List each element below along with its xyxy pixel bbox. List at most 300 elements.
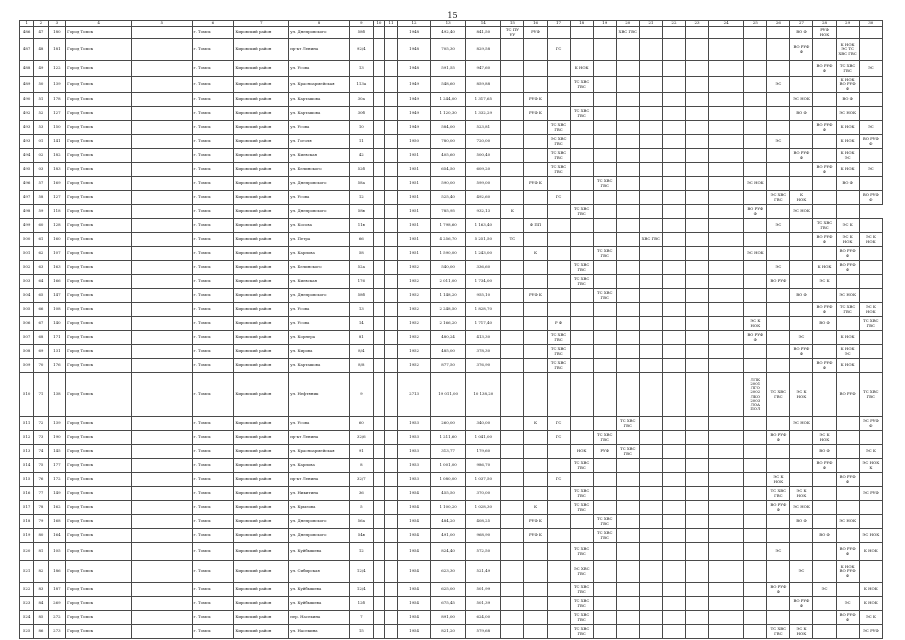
cell-col-27: ЭС НОК	[790, 501, 813, 515]
cell-col-21	[639, 163, 662, 177]
cell-locality: г. Томск	[192, 289, 234, 303]
cell-living-area: 370,00	[466, 487, 501, 501]
cell-col-23	[686, 27, 709, 39]
cell-col-19	[593, 345, 616, 359]
cell-col-24	[709, 445, 744, 459]
cell-sub-number: 78	[34, 501, 48, 515]
cell-municipality: Город Томск	[66, 529, 132, 543]
cell-total-area: 480,24	[431, 331, 466, 345]
cell-municipality: Город Томск	[66, 345, 132, 359]
cell-build-year: 1948	[398, 61, 431, 77]
cell-col-11	[384, 625, 397, 639]
cell-col-19	[593, 107, 616, 121]
cell-col-11	[384, 205, 397, 219]
cell-row-number: 495	[20, 163, 34, 177]
cell-col-19	[593, 135, 616, 149]
cell-col-26	[767, 597, 790, 611]
cell-col-21	[639, 501, 662, 515]
cell-col-21	[639, 61, 662, 77]
cell-municipality-note	[132, 501, 192, 515]
cell-col-29	[836, 205, 859, 219]
cell-municipality: Город Томск	[66, 487, 132, 501]
cell-street: ул. Куйбышева	[289, 543, 349, 561]
cell-district: Кировский район	[234, 597, 289, 611]
cell-object-code: 160	[48, 233, 66, 247]
cell-street: ул. Киевская	[289, 275, 349, 289]
cell-col-15	[501, 77, 524, 93]
cell-row-number: 525	[20, 625, 34, 639]
cell-col-28	[813, 345, 836, 359]
cell-col-17: ТС ХВС ГВС	[547, 345, 570, 359]
cell-row-number: 521	[20, 561, 34, 583]
cell-col-16	[524, 373, 547, 417]
cell-col-11	[384, 473, 397, 487]
cell-district: Кировский район	[234, 275, 289, 289]
cell-col-27	[790, 583, 813, 597]
cell-col-24	[709, 39, 744, 61]
cell-col-11	[384, 135, 397, 149]
cell-col-15	[501, 39, 524, 61]
cell-col-10	[373, 359, 384, 373]
cell-object-code: 128	[48, 219, 66, 233]
cell-locality: г. Томск	[192, 93, 234, 107]
table-row	[20, 261, 883, 275]
cell-col-30	[859, 93, 882, 107]
cell-col-26	[767, 121, 790, 135]
cell-object-code: 273	[48, 625, 66, 639]
cell-house-number: 12	[349, 543, 373, 561]
cell-col-24	[709, 317, 744, 331]
cell-col-23	[686, 191, 709, 205]
cell-col-26	[767, 61, 790, 77]
cell-house-number: 30а	[349, 93, 373, 107]
cell-col-28	[813, 487, 836, 501]
cell-col-19: РУФ	[593, 445, 616, 459]
cell-total-area: 491,00	[431, 529, 466, 543]
cell-municipality-note	[132, 445, 192, 459]
cell-col-15	[501, 61, 524, 77]
cell-row-number: 517	[20, 501, 34, 515]
cell-col-20	[616, 77, 639, 93]
cell-col-24	[709, 191, 744, 205]
cell-col-20	[616, 515, 639, 529]
column-number: 17	[547, 21, 570, 27]
cell-col-29: ВО РУФ Ф	[836, 611, 859, 625]
cell-municipality: Город Томск	[66, 515, 132, 529]
cell-district: Кировский район	[234, 473, 289, 487]
cell-living-area: 599,00	[466, 177, 501, 191]
column-number: 27	[790, 21, 813, 27]
cell-col-18	[570, 177, 593, 191]
cell-col-21	[639, 289, 662, 303]
table-row	[20, 515, 883, 529]
cell-col-23	[686, 583, 709, 597]
cell-municipality: Город Томск	[66, 205, 132, 219]
cell-col-15	[501, 611, 524, 625]
cell-col-30	[859, 501, 882, 515]
cell-col-17	[547, 93, 570, 107]
cell-col-16	[524, 121, 547, 135]
cell-row-number: 519	[20, 529, 34, 543]
table-row	[20, 275, 883, 289]
cell-col-15: К	[501, 205, 524, 219]
cell-col-23	[686, 121, 709, 135]
cell-district: Кировский район	[234, 233, 289, 247]
cell-living-area: 841,50	[466, 27, 501, 39]
cell-object-code: 190	[48, 431, 66, 445]
cell-col-28: ВО РУФ Ф	[813, 459, 836, 473]
cell-col-10	[373, 529, 384, 543]
cell-municipality-note	[132, 417, 192, 431]
cell-col-29: ВО РУФ Ф	[836, 473, 859, 487]
cell-col-23	[686, 487, 709, 501]
cell-col-16	[524, 61, 547, 77]
table-row	[20, 317, 883, 331]
cell-col-21	[639, 191, 662, 205]
cell-col-11	[384, 501, 397, 515]
cell-col-16	[524, 611, 547, 625]
cell-col-10	[373, 611, 384, 625]
cell-object-code: 122	[48, 61, 66, 77]
column-number: 11	[384, 21, 397, 27]
cell-col-20	[616, 611, 639, 625]
cell-object-code: 131	[48, 345, 66, 359]
cell-sub-number: 86	[34, 625, 48, 639]
cell-col-18	[570, 359, 593, 373]
cell-col-11	[384, 247, 397, 261]
cell-col-11	[384, 543, 397, 561]
cell-col-20: ТС ХВС ГВС	[616, 445, 639, 459]
cell-col-27	[790, 473, 813, 487]
cell-col-25: ЭС НОК	[744, 177, 767, 191]
cell-col-16	[524, 583, 547, 597]
cell-build-year: 1952	[398, 345, 431, 359]
cell-district: Кировский район	[234, 561, 289, 583]
cell-col-11	[384, 93, 397, 107]
cell-col-15	[501, 107, 524, 121]
cell-object-code: 127	[48, 107, 66, 121]
cell-col-30	[859, 515, 882, 529]
cell-total-area: 877,50	[431, 359, 466, 373]
cell-col-28	[813, 473, 836, 487]
cell-col-26	[767, 417, 790, 431]
cell-object-code: 162	[48, 501, 66, 515]
cell-row-number: 487	[20, 39, 34, 61]
cell-col-16	[524, 625, 547, 639]
cell-col-29: ВО РУФ Ф	[836, 261, 859, 275]
cell-sub-number: 61	[34, 233, 48, 247]
cell-municipality: Город Томск	[66, 191, 132, 205]
cell-col-28	[813, 501, 836, 515]
cell-municipality-note	[132, 275, 192, 289]
cell-object-code: 169	[48, 177, 66, 191]
cell-col-24	[709, 121, 744, 135]
cell-col-10	[373, 501, 384, 515]
cell-locality: г. Томск	[192, 219, 234, 233]
cell-col-24	[709, 515, 744, 529]
cell-col-26: ЭС	[767, 543, 790, 561]
cell-municipality: Город Томск	[66, 247, 132, 261]
column-number: 26	[767, 21, 790, 27]
cell-build-year: 1954	[398, 529, 431, 543]
cell-municipality-note	[132, 177, 192, 191]
cell-col-21	[639, 487, 662, 501]
cell-municipality-note	[132, 163, 192, 177]
cell-col-26: ЭС	[767, 77, 790, 93]
cell-street: ул. Усова	[289, 417, 349, 431]
cell-col-29: ЭС НОК	[836, 289, 859, 303]
cell-col-16	[524, 233, 547, 247]
cell-total-area: 590,00	[431, 177, 466, 191]
cell-house-number: 58а	[349, 177, 373, 191]
cell-col-22	[662, 459, 685, 473]
cell-col-19	[593, 77, 616, 93]
cell-col-21	[639, 303, 662, 317]
cell-col-16: РУФ	[524, 27, 547, 39]
column-number: 23	[686, 21, 709, 27]
column-number: 29	[836, 21, 859, 27]
cell-municipality: Город Томск	[66, 359, 132, 373]
cell-col-23	[686, 107, 709, 121]
cell-street: ул. Усова	[289, 317, 349, 331]
cell-living-area: 932,13	[466, 205, 501, 219]
cell-street: ул. Никитина	[289, 487, 349, 501]
cell-col-19: ТС ХВС ГВС	[593, 529, 616, 543]
cell-col-29: К НОК ВО РУФ Ф	[836, 77, 859, 93]
cell-col-27: ЭС К НОК	[790, 625, 813, 639]
cell-col-25	[744, 431, 767, 445]
cell-col-18	[570, 373, 593, 417]
cell-sub-number: 68	[34, 331, 48, 345]
cell-col-11	[384, 261, 397, 275]
cell-col-30: ЭС К НОК	[859, 303, 882, 317]
cell-locality: г. Томск	[192, 317, 234, 331]
cell-col-11	[384, 303, 397, 317]
cell-municipality-note	[132, 431, 192, 445]
cell-build-year: 1951	[398, 191, 431, 205]
cell-col-28	[813, 39, 836, 61]
cell-build-year: 1953	[398, 473, 431, 487]
cell-total-area: 654,50	[431, 163, 466, 177]
cell-object-code: 269	[48, 597, 66, 611]
cell-col-15	[501, 275, 524, 289]
cell-total-area: 584,00	[431, 121, 466, 135]
cell-col-10	[373, 431, 384, 445]
cell-total-area: 405,60	[431, 149, 466, 163]
cell-district: Кировский район	[234, 583, 289, 597]
cell-col-11	[384, 359, 397, 373]
cell-col-29	[836, 431, 859, 445]
cell-col-20	[616, 597, 639, 611]
cell-col-20	[616, 317, 639, 331]
cell-row-number: 489	[20, 77, 34, 93]
cell-locality: г. Томск	[192, 515, 234, 529]
cell-col-16: РУФ К	[524, 529, 547, 543]
cell-col-11	[384, 27, 397, 39]
cell-col-11	[384, 373, 397, 417]
cell-col-30	[859, 261, 882, 275]
cell-object-code: 138	[48, 373, 66, 417]
cell-object-code: 171	[48, 331, 66, 345]
cell-col-17: ГС	[547, 417, 570, 431]
cell-build-year: 1953	[398, 417, 431, 431]
cell-col-27	[790, 543, 813, 561]
cell-col-19	[593, 93, 616, 107]
cell-col-19: ТС ХВС ГВС	[593, 515, 616, 529]
cell-street: ул. Косова	[289, 219, 349, 233]
cell-col-29: К НОК	[836, 135, 859, 149]
cell-col-20: ТС ХВС ГВС	[616, 417, 639, 431]
cell-municipality: Город Томск	[66, 373, 132, 417]
cell-district: Кировский район	[234, 149, 289, 163]
cell-build-year: 1951	[398, 163, 431, 177]
cell-col-25	[744, 529, 767, 543]
cell-col-10	[373, 247, 384, 261]
cell-row-number: 516	[20, 487, 34, 501]
column-number: 24	[709, 21, 744, 27]
cell-object-code: 176	[48, 359, 66, 373]
table-row	[20, 529, 883, 543]
cell-col-23	[686, 445, 709, 459]
cell-col-26: ВО РУФ Ф	[767, 501, 790, 515]
cell-row-number: 511	[20, 417, 34, 431]
cell-col-22	[662, 303, 685, 317]
table-row	[20, 473, 883, 487]
cell-col-21	[639, 459, 662, 473]
table-row	[20, 303, 883, 317]
cell-col-17	[547, 445, 570, 459]
cell-col-22	[662, 77, 685, 93]
cell-col-18: ТС ХВС ГВС	[570, 459, 593, 473]
cell-col-28: ВО РУФ Ф	[813, 61, 836, 77]
cell-locality: г. Томск	[192, 233, 234, 247]
cell-col-24	[709, 163, 744, 177]
cell-house-number: 5	[349, 501, 373, 515]
cell-col-22	[662, 219, 685, 233]
cell-col-23	[686, 417, 709, 431]
cell-col-19	[593, 191, 616, 205]
cell-col-16	[524, 191, 547, 205]
cell-col-25	[744, 561, 767, 583]
cell-col-26: ЭС ХВС ГВС	[767, 191, 790, 205]
cell-col-23	[686, 93, 709, 107]
table-row	[20, 219, 883, 233]
table-row	[20, 445, 883, 459]
cell-build-year: 1952	[398, 303, 431, 317]
cell-municipality-note	[132, 149, 192, 163]
cell-col-16	[524, 473, 547, 487]
cell-col-22	[662, 359, 685, 373]
cell-col-17	[547, 459, 570, 473]
cell-locality: г. Томск	[192, 529, 234, 543]
cell-col-28: ВО РУФ Ф	[813, 121, 836, 135]
cell-col-28	[813, 77, 836, 93]
cell-col-22	[662, 487, 685, 501]
cell-house-number: 91	[349, 445, 373, 459]
cell-col-21	[639, 205, 662, 219]
cell-col-10	[373, 625, 384, 639]
cell-col-20	[616, 177, 639, 191]
cell-district: Кировский район	[234, 501, 289, 515]
cell-col-25: ЭС НОК	[744, 247, 767, 261]
cell-col-30	[859, 473, 882, 487]
column-number: 8	[289, 21, 349, 27]
cell-col-30: ЭС РУФ	[859, 625, 882, 639]
cell-living-area: 413,30	[466, 331, 501, 345]
cell-col-30	[859, 331, 882, 345]
cell-municipality-note	[132, 359, 192, 373]
cell-col-30	[859, 77, 882, 93]
cell-col-25	[744, 625, 767, 639]
cell-house-number: 32/6	[349, 431, 373, 445]
cell-col-15	[501, 543, 524, 561]
cell-municipality-note	[132, 583, 192, 597]
cell-col-29: ЭС К	[836, 219, 859, 233]
table-row	[20, 459, 883, 473]
cell-house-number: 113а	[349, 77, 373, 93]
cell-col-20	[616, 275, 639, 289]
cell-row-number: 493	[20, 121, 34, 135]
cell-col-21	[639, 27, 662, 39]
table-row	[20, 331, 883, 345]
cell-col-22	[662, 597, 685, 611]
cell-col-29	[836, 625, 859, 639]
cell-sub-number: 69	[34, 345, 48, 359]
cell-object-code: 178	[48, 93, 66, 107]
cell-street: ул. Насекина	[289, 625, 349, 639]
cell-col-15	[501, 583, 524, 597]
cell-col-19	[593, 473, 616, 487]
cell-living-area: 5 251,50	[466, 233, 501, 247]
cell-house-number: 58в	[349, 205, 373, 219]
table-row	[20, 583, 883, 597]
cell-build-year: 1949	[398, 121, 431, 135]
cell-house-number: 11в	[349, 219, 373, 233]
cell-living-area: 340,00	[466, 417, 501, 431]
cell-municipality-note	[132, 93, 192, 107]
cell-col-16	[524, 445, 547, 459]
cell-row-number: 503	[20, 275, 34, 289]
cell-living-area: 968,90	[466, 529, 501, 543]
cell-row-number: 506	[20, 317, 34, 331]
cell-col-30: ТС ХВС ГВС	[859, 373, 882, 417]
cell-house-number: 58б	[349, 27, 373, 39]
cell-col-25	[744, 191, 767, 205]
cell-total-area: 1 080,00	[431, 473, 466, 487]
cell-col-20	[616, 373, 639, 417]
cell-col-10	[373, 331, 384, 345]
cell-col-24	[709, 247, 744, 261]
cell-house-number: 7	[349, 611, 373, 625]
cell-street: ул. Красноармейская	[289, 77, 349, 93]
cell-col-25	[744, 107, 767, 121]
cell-living-area: 986,70	[466, 459, 501, 473]
cell-col-30: К НОК	[859, 597, 882, 611]
cell-street: ул. Усова	[289, 121, 349, 135]
cell-col-21	[639, 583, 662, 597]
cell-col-28	[813, 177, 836, 191]
cell-col-23	[686, 473, 709, 487]
cell-col-11	[384, 317, 397, 331]
cell-col-25	[744, 219, 767, 233]
cell-col-19	[593, 487, 616, 501]
cell-col-22	[662, 445, 685, 459]
cell-col-30: ТС ХВС ГВС	[859, 317, 882, 331]
table-row	[20, 77, 883, 93]
cell-col-11	[384, 597, 397, 611]
cell-col-17: ГС	[547, 473, 570, 487]
cell-col-28: ЭС К НОК	[813, 431, 836, 445]
